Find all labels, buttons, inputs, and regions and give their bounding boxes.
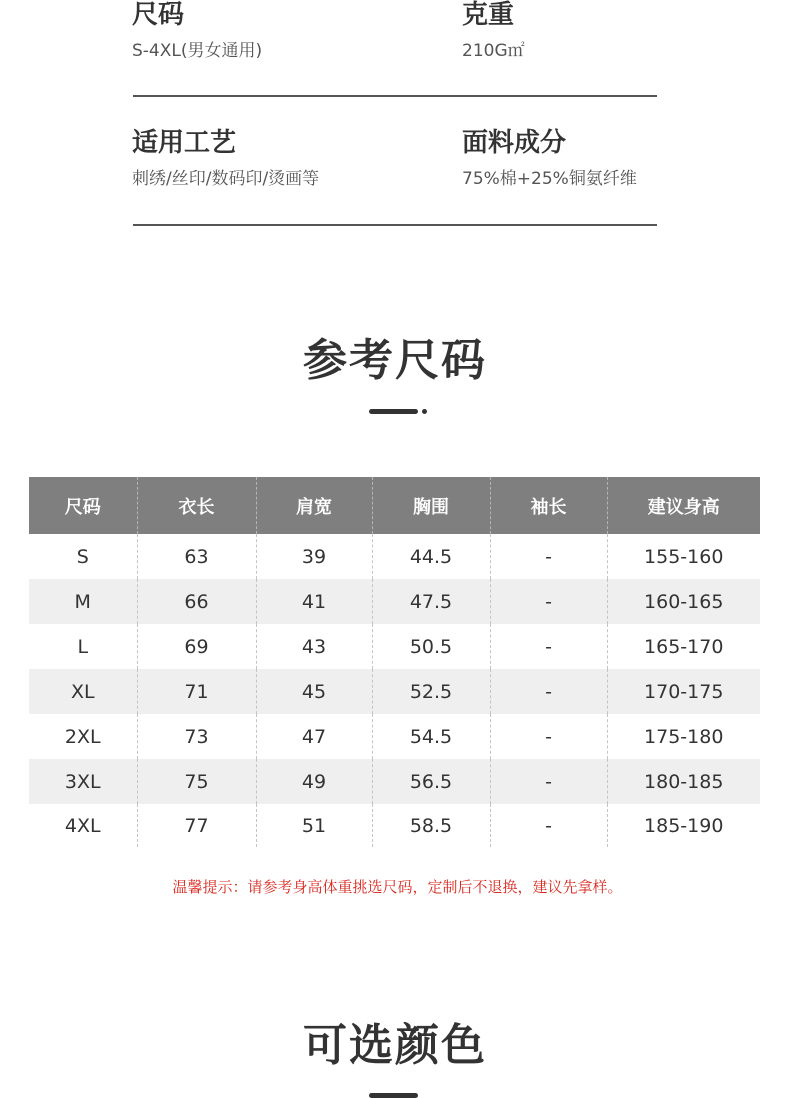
table-row — [29, 669, 760, 714]
spec-weight-label: 克重 — [462, 0, 515, 30]
cell-height: 165-170 — [607, 624, 760, 669]
cell-shoulder: 41 — [256, 579, 372, 624]
spec-craft — [132, 128, 319, 190]
spec-divider-bottom — [133, 224, 657, 226]
cell-chest: 44.5 — [372, 534, 490, 579]
cell-sleeve: - — [490, 714, 607, 759]
spec-size-value: S-4XL(男女通用) — [132, 41, 263, 61]
cell-height: 185-190 — [607, 804, 760, 847]
spec-craft-label: 适用工艺 — [132, 128, 237, 158]
spec-size — [132, 0, 262, 62]
table-row — [29, 579, 760, 624]
spec-fabric-label: 面料成分 — [462, 128, 567, 158]
table-row — [29, 714, 760, 759]
header-size: 尺码 — [29, 477, 137, 534]
cell-chest: 58.5 — [372, 804, 490, 847]
cell-height: 160-165 — [607, 579, 760, 624]
spec-fabric-value: 75%棉+25%铜氨纤维 — [462, 169, 637, 189]
cell-height: 175-180 — [607, 714, 760, 759]
cell-size: 3XL — [29, 759, 137, 804]
cell-length: 66 — [137, 579, 256, 624]
cell-length: 63 — [137, 534, 256, 579]
cell-length: 75 — [137, 759, 256, 804]
cell-length: 77 — [137, 804, 256, 847]
size-note: 温馨提示：请参考身高体重挑选尺码，定制后不退换，建议先拿样。 — [172, 878, 623, 896]
cell-size: L — [77, 635, 89, 658]
cell-sleeve: - — [490, 759, 607, 804]
cell-shoulder: 45 — [256, 669, 372, 714]
cell-shoulder: 51 — [256, 804, 372, 847]
cell-height: 170-175 — [607, 669, 760, 714]
color-section-title: 可选颜色 — [303, 1020, 487, 1071]
spec-fabric — [462, 128, 637, 190]
cell-chest: 50.5 — [372, 624, 490, 669]
table-row — [29, 804, 760, 847]
cell-sleeve: - — [490, 804, 607, 847]
header-chest: 胸围 — [372, 477, 490, 534]
cell-shoulder: 39 — [256, 534, 372, 579]
size-table — [29, 477, 760, 847]
cell-shoulder: 43 — [256, 624, 372, 669]
spec-weight — [462, 0, 525, 62]
spec-craft-value: 刺绣/丝印/数码印/烫画等 — [132, 169, 320, 189]
cell-sleeve: - — [490, 579, 607, 624]
header-length: 衣长 — [137, 477, 256, 534]
cell-size: 4XL — [64, 814, 101, 837]
cell-chest: 52.5 — [372, 669, 490, 714]
cell-chest: 54.5 — [372, 714, 490, 759]
table-row — [29, 624, 760, 669]
cell-size: XL — [29, 669, 137, 714]
cell-length: 71 — [137, 669, 256, 714]
cell-shoulder: 49 — [256, 759, 372, 804]
cell-chest: 47.5 — [372, 579, 490, 624]
size-title-dot — [422, 409, 427, 414]
cell-size: 2XL — [64, 725, 101, 748]
cell-sleeve: - — [490, 624, 607, 669]
table-row — [29, 759, 760, 804]
cell-chest: 56.5 — [372, 759, 490, 804]
header-shoulder: 肩宽 — [256, 477, 372, 534]
size-section-title: 参考尺码 — [303, 335, 487, 386]
table-row — [29, 534, 760, 579]
header-height: 建议身高 — [607, 477, 760, 534]
cell-length: 73 — [137, 714, 256, 759]
cell-sleeve: - — [490, 534, 607, 579]
size-title-underline — [369, 409, 418, 414]
spec-divider-top — [133, 95, 657, 97]
cell-length: 69 — [137, 624, 256, 669]
cell-size: M — [29, 579, 137, 624]
cell-shoulder: 47 — [256, 714, 372, 759]
size-table-header-row — [29, 477, 760, 534]
cell-sleeve: - — [490, 669, 607, 714]
cell-height: 180-185 — [607, 759, 760, 804]
spec-size-label: 尺码 — [132, 0, 185, 30]
color-title-underline — [369, 1093, 418, 1098]
cell-size: S — [76, 545, 89, 568]
header-sleeve: 袖长 — [490, 477, 607, 534]
spec-weight-value: 210G㎡ — [462, 41, 525, 61]
cell-height: 155-160 — [607, 534, 760, 579]
